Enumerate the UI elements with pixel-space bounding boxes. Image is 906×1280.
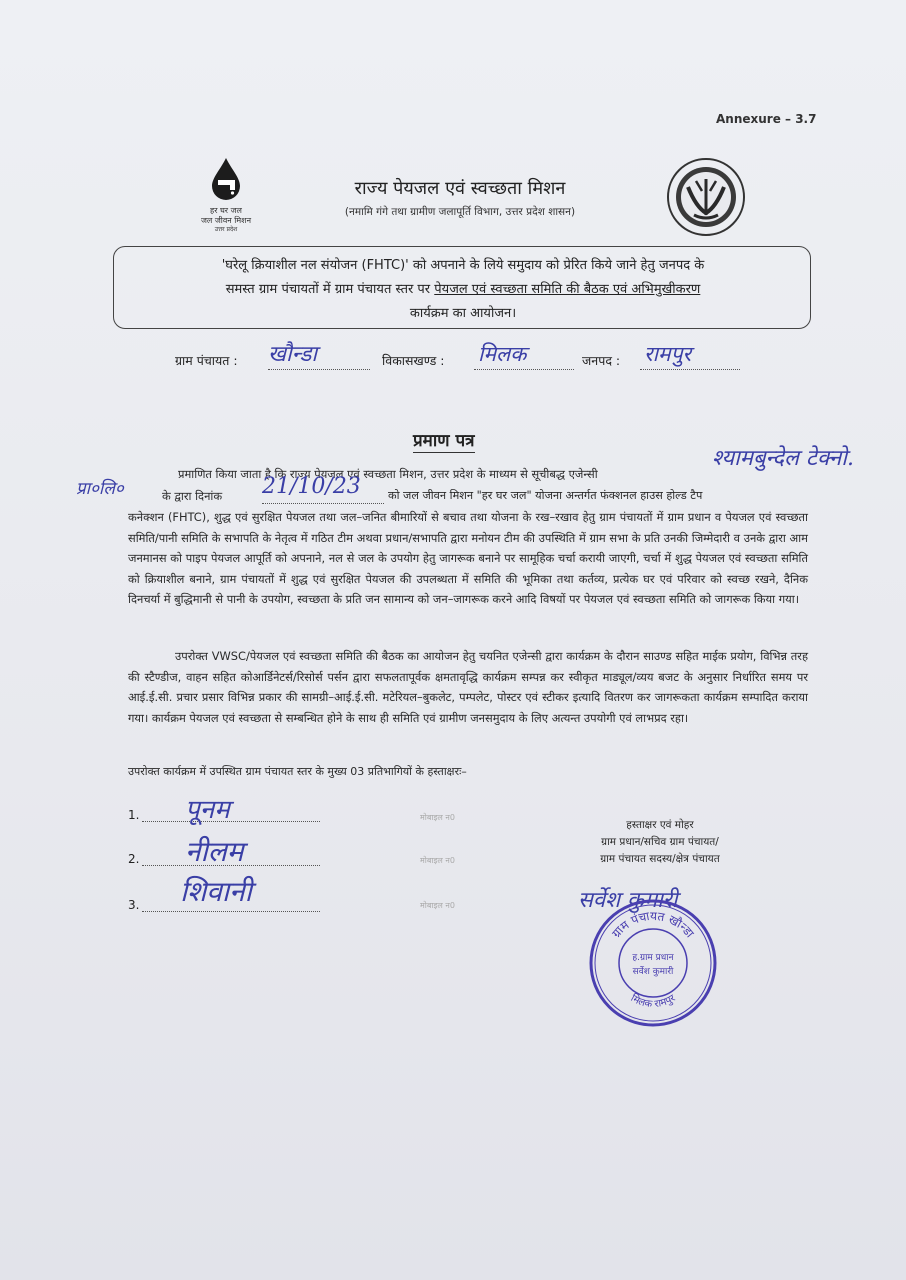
har-ghar-jal-logo	[186, 156, 266, 234]
sign-block-line-1: हस्ताक्षर एवं मोहर	[626, 819, 694, 831]
pradhan-signature: सर्वेश कुमारी	[578, 888, 678, 913]
agency-pvt-ltd-handwritten: प्रा०लि०	[76, 479, 124, 499]
annexure-label: Annexure – 3.7	[716, 112, 817, 126]
up-government-emblem-icon	[666, 157, 746, 237]
gram-panchayat-value: खौन्डा	[268, 342, 318, 367]
vikaskhand-label: विकासखण्ड :	[382, 353, 445, 368]
certificate-heading: प्रमाण पत्र	[413, 428, 475, 453]
seal-bottom-text: मिलक रामपुर	[628, 992, 678, 1011]
participant-3-signature: शिवानी	[180, 875, 252, 908]
seal-arc-text: ग्राम पंचायत खौन्डा	[609, 908, 697, 941]
program-title-line-2-underlined: पेयजल एवं स्वच्छता समिति की बैठक एवं अभिमुखीकरण	[434, 282, 701, 297]
sign-block-line-3: ग्राम पंचायत सदस्य/क्षेत्र पंचायत	[600, 853, 720, 865]
logo-line-2: जल जीवन मिशन	[200, 216, 252, 225]
authority-sign-block	[555, 817, 765, 868]
vikaskhand-value: मिलक	[478, 342, 527, 366]
para1-line1: प्रमाणित किया जाता है कि राज्य पेयजल एवं स्वच्छता मिशन, उत्तर प्रदेश के माध्यम से सूचीबद्ध एजेन्सी	[178, 467, 598, 481]
para1-body: कनेक्शन (FHTC), शुद्ध एवं सुरक्षित पेयजल तथा जल–जनित बीमारियों से बचाव तथा योजना के रख–रखाव हेतु ग्राम पंचायतों में ग्राम प्रधान व पेयजल एवं स्वच्छता समिति/पानी समिति के सभापति के नेतृत्व में गठित टीम अथवा प्रधान/सभापति द्वारा मनोयन टीम की उपस्थिति में ग्राम सभा के प्रति उनकी जिम्मेदारी व उनके द्वारा आम जनमानस को पाइप पेयजल आपूर्ति को अपनाने, नल से जल के उपयोग हेतु जागरूक बनाने पर सामूहिक चर्चा करायी जाएगी, चर्चा में शुद्ध पेयजल एवं स्वच्छता समिति को क्रियाशील बनाने, ग्राम पंचायतों में शुद्ध एवं सुरक्षित पेयजल की उपलब्धता में समिति की भूमिका तथा कर्तव्य, प्रत्येक घर एवं परिवार को स्वच्छ रखने, दैनिक दिनचर्या में बुद्धिमानी से पानी के उपयोग, स्वच्छता के प्रति जन सामान्य को जन–जागरूक करने आदि विषयों पर पेयजल एवं स्वच्छता समिति को जागरूक किया गया।	[128, 510, 808, 607]
janpad-label: जनपद :	[582, 353, 621, 368]
program-title-line-3: कार्यक्रम का आयोजन।	[409, 306, 517, 321]
para1-date-label: के द्वारा दिनांक	[162, 489, 223, 503]
participant-1-mobile-label: मोबाइल न0	[420, 813, 455, 822]
seal-center-line-1: ह.ग्राम प्रधान	[632, 953, 674, 963]
logo-line-1: हर घर जल	[210, 206, 242, 215]
mission-title: राज्य पेयजल एवं स्वच्छता मिशन	[354, 178, 566, 199]
date-handwritten: 21/10/23	[262, 474, 361, 499]
vikaskhand-dotted-line	[474, 368, 574, 370]
participant-3-number: 3.	[128, 898, 140, 912]
program-title-text	[120, 254, 806, 326]
program-title-line-1: 'घरेलू क्रियाशील नल संयोजन (FHTC)' को अपनाने के लिये समुदाय को प्रेरित किये जाने हेतु जनपद के	[221, 258, 705, 273]
logo-line-3: उत्तर प्रदेश	[214, 226, 238, 233]
seal-center-line-2: सर्वेश कुमारी	[632, 967, 674, 977]
participant-3-dotted-line	[142, 910, 320, 912]
date-dotted-line	[262, 502, 384, 504]
para1-line2: को जल जीवन मिशन "हर घर जल" योजना अन्तर्गत फंक्शनल हाउस होल्ड टैप	[388, 489, 703, 502]
program-title-line-2-plain: समस्त ग्राम पंचायतों में ग्राम पंचायत स्तर पर	[225, 282, 435, 297]
janpad-dotted-line	[640, 368, 740, 370]
gram-panchayat-seal	[588, 898, 718, 1028]
program-title-line-2	[120, 278, 806, 302]
signatures-intro: उपरोक्त कार्यक्रम में उपस्थित ग्राम पंचायत स्तर के मुख्य 03 प्रतिभागियों के हस्ताक्षरः–	[128, 765, 467, 778]
para2-body: उपरोक्त VWSC/पेयजल एवं स्वच्छता समिति की बैठक का आयोजन हेतु चयनित एजेन्सी द्वारा कार्यक्रम के दौरान साउण्ड सहित माईक प्रयोग, विभिन्न तरह की स्टैण्डीज, वाहन सहित कोआर्डिनेटर्स/रिसोर्स पर्सन द्वारा सफलतापूर्वक क्षमतावृद्धि कार्यक्रम सम्पन्न कर स्वीकृत माड्यूल/व्यय बजट के अनुसार निर्धारित समय पर आई.ई.सी. प्रचार प्रसार विभिन्न प्रकार की सामग्री–आई.ई.सी. मटेरियल–बुकलेट, पम्पलेट, पोस्टर एवं स्टीकर इत्यादि वितरण कर जागरूकता कार्यक्रम सम्पादित कराया गया। कार्यक्रम पेयजल एवं स्वच्छता से सम्बन्धित होने के साथ ही समिति एवं ग्रामीण जनसमुदाय के लिए अत्यन्त उपयोगी एवं लाभप्रद रहा।	[128, 649, 808, 725]
gram-panchayat-dotted-line	[268, 368, 370, 370]
participant-1-dotted-line	[142, 820, 320, 822]
participant-2-signature: नीलम	[185, 835, 244, 868]
sign-block-line-2: ग्राम प्रधान/सचिव ग्राम पंचायत/	[601, 836, 719, 848]
participant-2-number: 2.	[128, 852, 140, 866]
agency-name-handwritten: श्यामबुन्देल टेक्नो.	[712, 446, 854, 471]
water-drop-icon	[206, 156, 246, 202]
participant-1-number: 1.	[128, 808, 140, 822]
mission-subtitle: (नमामि गंगे तथा ग्रामीण जलापूर्ति विभाग, उत्तर प्रदेश शासन)	[344, 206, 576, 218]
participant-3-mobile-label: मोबाइल न0	[420, 901, 455, 910]
participant-2-mobile-label: मोबाइल न0	[420, 856, 455, 865]
gram-panchayat-label: ग्राम पंचायत :	[175, 353, 238, 368]
participant-1-signature: पूनम	[185, 795, 230, 825]
janpad-value: रामपुर	[644, 342, 692, 366]
